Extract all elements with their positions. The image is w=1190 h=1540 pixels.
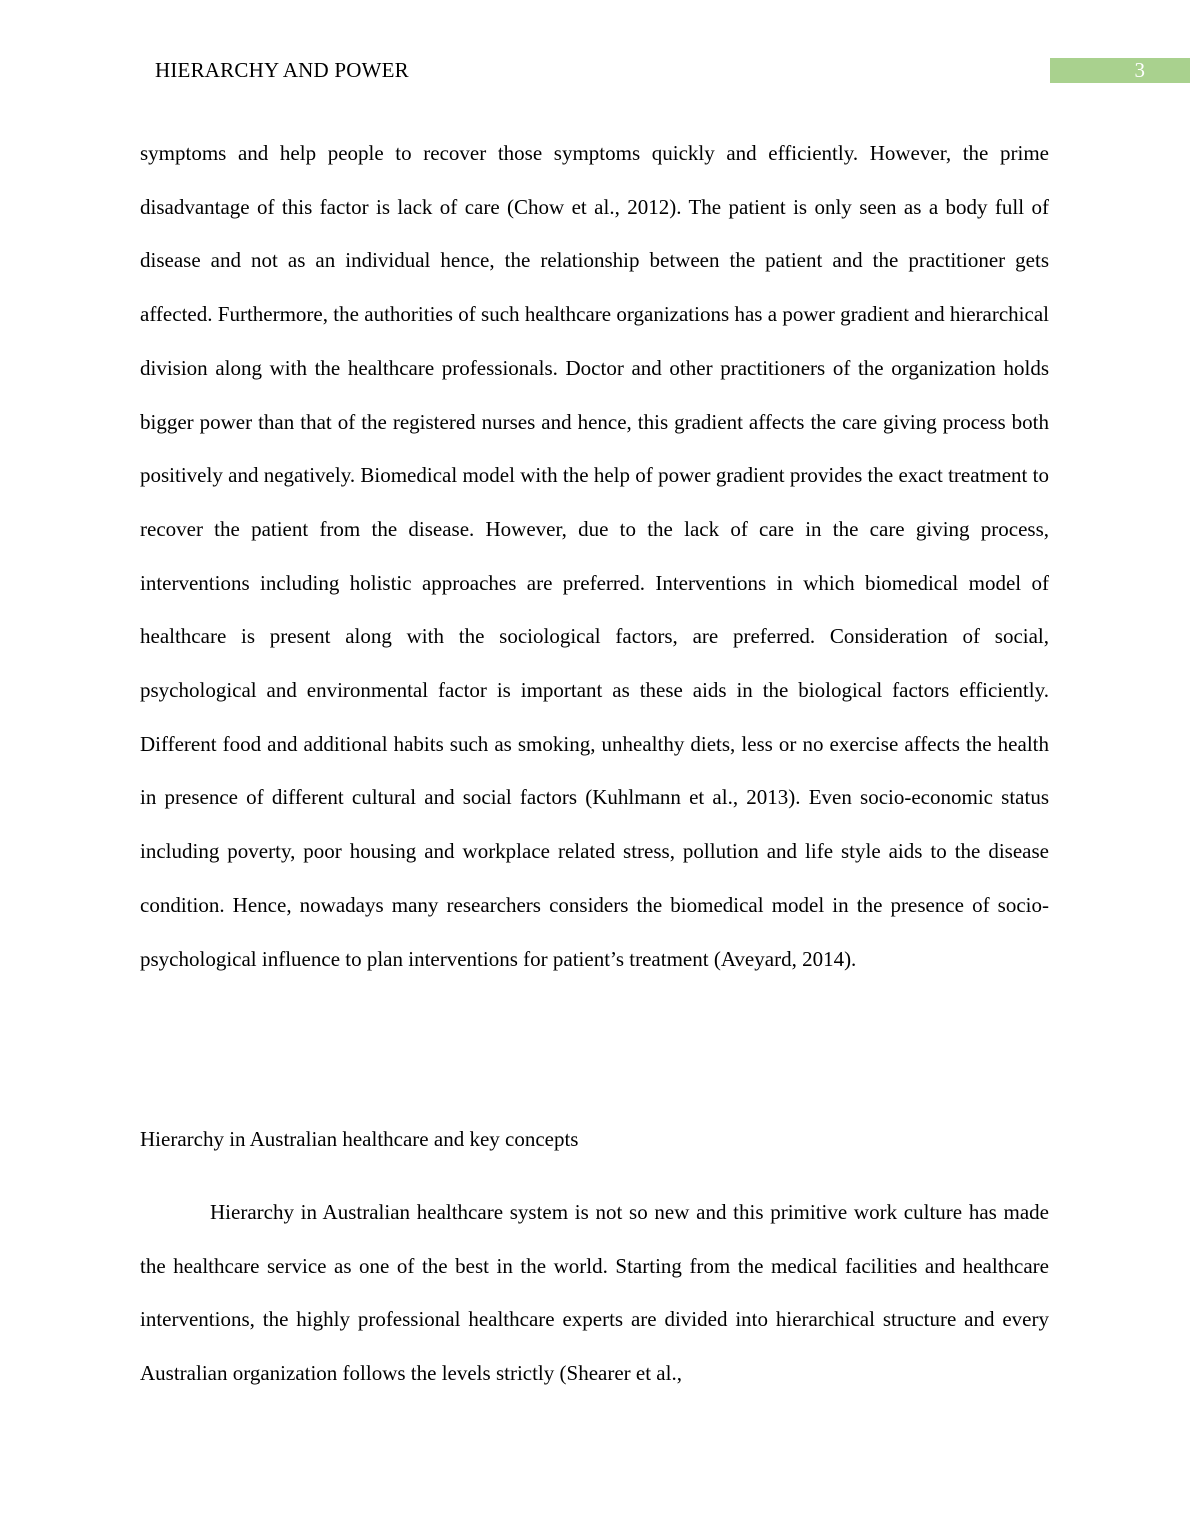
section-heading: Hierarchy in Australian healthcare and key concepts [140, 1127, 579, 1151]
body-paragraph-1: symptoms and help people to recover those symptoms quickly and efficiently. However, the prime disadvantage of this factor is lack of care (Chow et al., 2012). The patient is only seen as a body full of disease and not as an individual hence, the relationship between the patient and the practitioner gets affected. Furthermore, the authorities of such healthcare organizations has a power gradient and hierarchical division along with the healthcare professionals. Doctor and other practitioners of the organization holds bigger power than that of the registered nurses and hence, this gradient affects the care giving process both positively and negatively. Biomedical model with the help of power gradient provides the exact treatment to recover the patient from the disease. However, due to the lack of care in the care giving process, interventions including holistic approaches are preferred. Interventions in which biomedical model of healthcare is present along with the sociological factors, are preferred. Consideration of social, psychological and environmental factor is important as these aids in the biological factors efficiently. Different food and additional habits such as smoking, unhealthy diets, less or no exercise affects the health in presence of different cultural and social factors (Kuhlmann et al., 2013). Even socio-economic status including poverty, poor housing and workplace related stress, pollution and life style aids to the disease condition. Hence, nowadays many researchers considers the biomedical model in the presence of socio-psychological influence to plan interventions for patient’s treatment (Aveyard, 2014). [140, 141, 1049, 971]
page-number: 3 [1050, 58, 1190, 83]
body-paragraph-2: Hierarchy in Australian healthcare system is not so new and this primitive work culture has made the healthcare service as one of the best in the world. Starting from the medical facilities and healthcare interventions, the highly professional healthcare experts are divided into hierarchical structure and every Australian organization follows the levels strictly (Shearer et al., [140, 1200, 1049, 1386]
running-head-title: HIERARCHY AND POWER [155, 58, 409, 82]
